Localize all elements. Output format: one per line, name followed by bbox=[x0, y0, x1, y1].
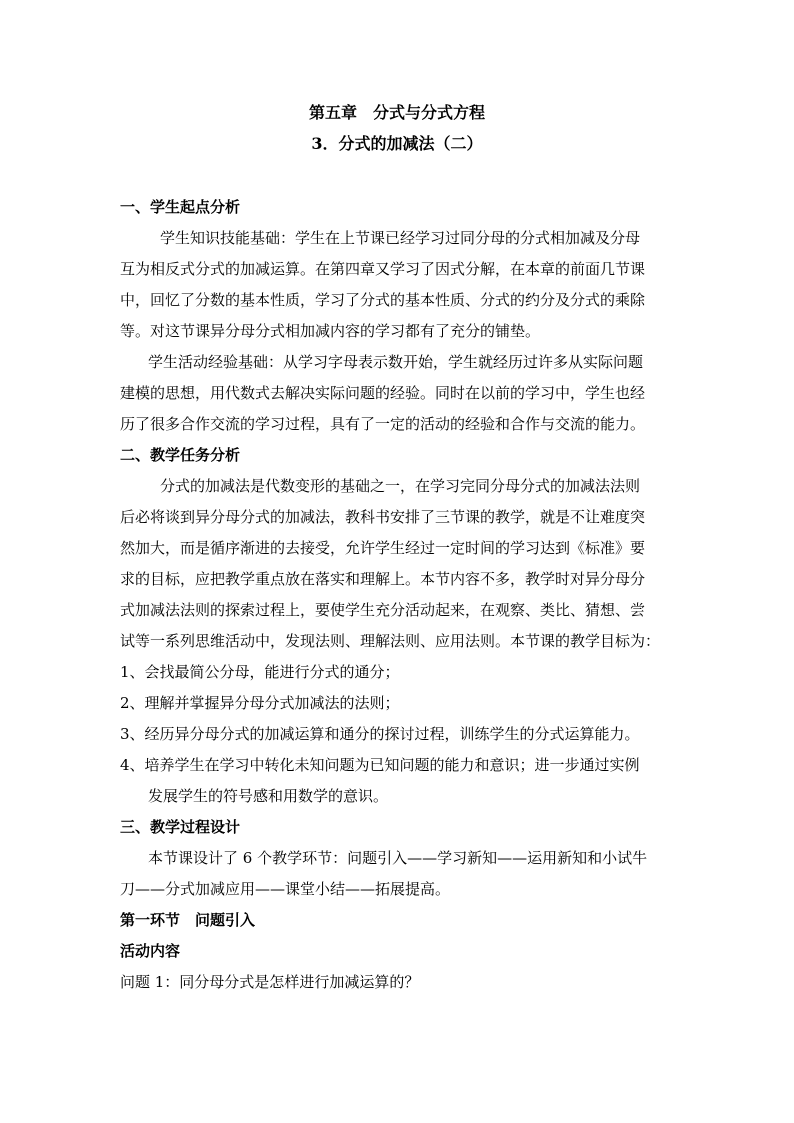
paragraph-line: 求的目标，应把教学重点放在落实和理解上。本节内容不多，教学时对异分母分 bbox=[120, 570, 646, 588]
paragraph-line: 学生知识技能基础：学生在上节课已经学习过同分母的分式相加减及分母 bbox=[160, 229, 641, 247]
paragraph-line: 试等一系列思维活动中，发现法则、理解法则、应用法则。本节课的教学目标为： bbox=[120, 632, 661, 650]
lesson-title: 3．分式的加减法（二） bbox=[311, 134, 483, 153]
paragraph-line: 互为相反式分式的加减运算。在第四章又学习了因式分解，在本章的前面几节课 bbox=[120, 260, 646, 278]
paragraph-line: 学生活动经验基础：从学习字母表示数开始，学生就经历过许多从实际问题 bbox=[148, 353, 644, 371]
paragraph-line: 中，回忆了分数的基本性质，学习了分式的基本性质、分式的约分及分式的乘除 bbox=[120, 291, 646, 309]
paragraph-line: 式加减法法则的探索过程上，要使学生充分活动起来，在观察、类比、猜想、尝 bbox=[120, 601, 646, 619]
section-heading-2: 二、教学任务分析 bbox=[120, 446, 241, 464]
paragraph-line: 等。对这节课异分母分式相加减内容的学习都有了充分的铺垫。 bbox=[120, 322, 541, 340]
section-heading-1: 一、学生起点分析 bbox=[120, 198, 241, 216]
goal-item: 2、理解并掌握异分母分式加减法的法则； bbox=[120, 694, 400, 712]
paragraph-line: 建模的思想，用代数式去解决实际问题的经验。同时在以前的学习中，学生也经 bbox=[120, 384, 646, 402]
step-heading: 第一环节 问题引入 bbox=[120, 911, 256, 929]
paragraph-line: 本节课设计了 6 个教学环节：问题引入——学习新知——运用新知和小试牛 bbox=[148, 849, 648, 867]
section-heading-3: 三、教学过程设计 bbox=[120, 818, 241, 836]
goal-item-continued: 发展学生的符号感和用数学的意识。 bbox=[148, 787, 389, 805]
paragraph-line: 历了很多合作交流的学习过程，具有了一定的活动的经验和合作与交流的能力。 bbox=[120, 415, 646, 433]
goal-item: 4、培养学生在学习中转化未知问题为已知问题的能力和意识；进一步通过实例 bbox=[120, 756, 640, 774]
chapter-title: 第五章 分式与分式方程 bbox=[308, 103, 485, 122]
activity-heading: 活动内容 bbox=[120, 942, 181, 960]
paragraph-line: 分式的加减法是代数变形的基础之一，在学习完同分母分式的加减法法则 bbox=[160, 477, 641, 495]
goal-item: 1、会找最简公分母，能进行分式的通分； bbox=[120, 663, 400, 681]
goal-item: 3、经历异分母分式的加减运算和通分的探讨过程，训练学生的分式运算能力。 bbox=[120, 725, 640, 743]
question-line: 问题 1：同分母分式是怎样进行加减运算的？ bbox=[120, 973, 420, 991]
paragraph-line: 刀——分式加减应用——课堂小结——拓展提高。 bbox=[120, 880, 451, 898]
paragraph-line: 然加大，而是循序渐进的去接受，允许学生经过一定时间的学习达到《标准》要 bbox=[120, 539, 646, 557]
paragraph-line: 后必将谈到异分母分式的加减法，教科书安排了三节课的教学，就是不让难度突 bbox=[120, 508, 646, 526]
